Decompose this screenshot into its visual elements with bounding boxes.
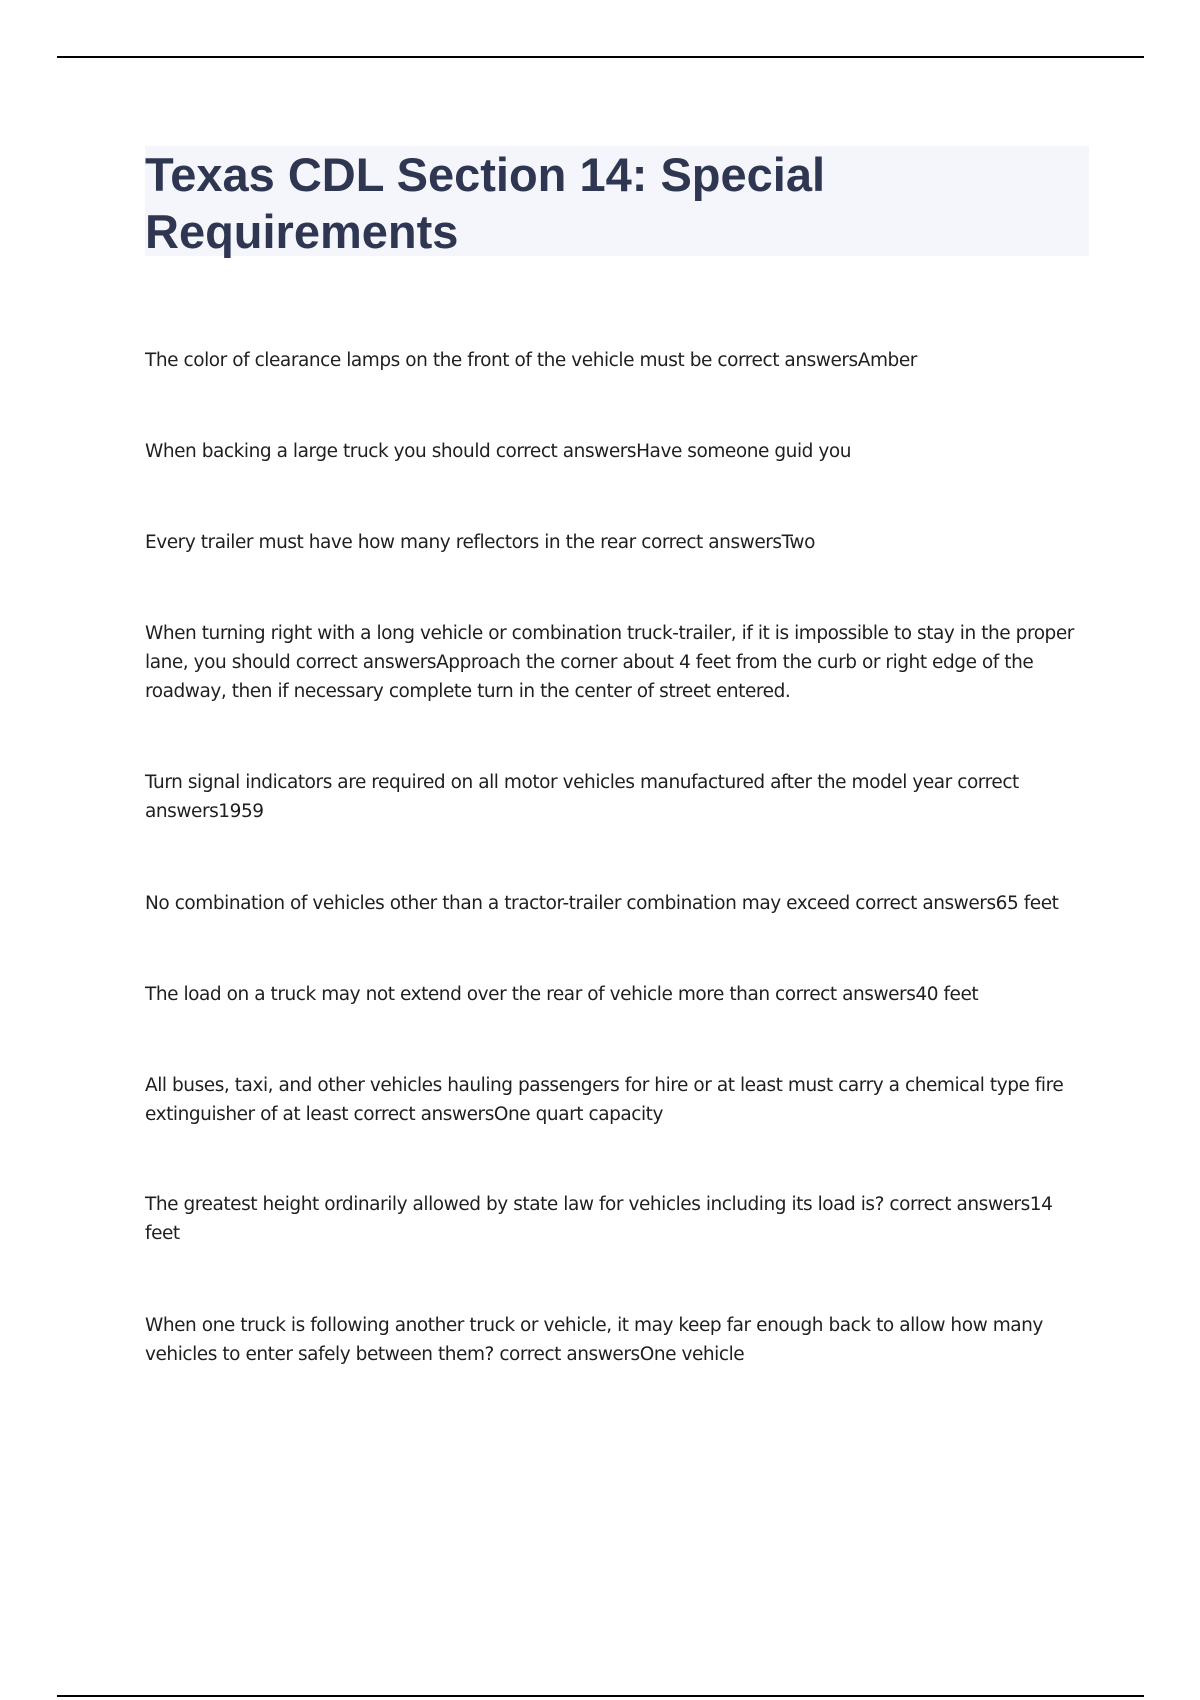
page-title: Texas CDL Section 14: Special Requirements [145,148,826,258]
qa-item-2: When backing a large truck you should correct answersHave someone guid you [145,441,851,462]
qa-item-5: Turn signal indicators are required on all motor vehicles manufactured after the model year correct answers1959 [145,772,1019,822]
qa-item-8: All buses, taxi, and other vehicles hauling passengers for hire or at least must carry a chemical type fire extinguisher of at least correct answersOne quart capacity [145,1075,1064,1125]
top-rule [57,56,1144,58]
qa-item-3: Every trailer must have how many reflectors in the rear correct answersTwo [145,532,815,553]
qa-item-7: The load on a truck may not extend over the rear of vehicle more than correct answers40 feet [145,984,979,1005]
qa-item-1: The color of clearance lamps on the front of the vehicle must be correct answersAmber [145,350,917,371]
title-block [145,146,1089,256]
qa-item-6: No combination of vehicles other than a tractor-trailer combination may exceed correct answers65 feet [145,893,1059,914]
bottom-rule [57,1695,1144,1697]
qa-item-4: When turning right with a long vehicle or combination truck-trailer, if it is impossible to stay in the proper lane, you should correct answersApproach the corner about 4 feet from the curb or right edge of the roadway, then if necessary complete turn in the center of street entered. [145,623,1074,702]
qa-item-9: The greatest height ordinarily allowed by state law for vehicles including its load is? correct answers14 feet [145,1194,1053,1244]
qa-item-10: When one truck is following another truck or vehicle, it may keep far enough back to allow how many vehicles to enter safely between them? correct answersOne vehicle [145,1315,1043,1365]
